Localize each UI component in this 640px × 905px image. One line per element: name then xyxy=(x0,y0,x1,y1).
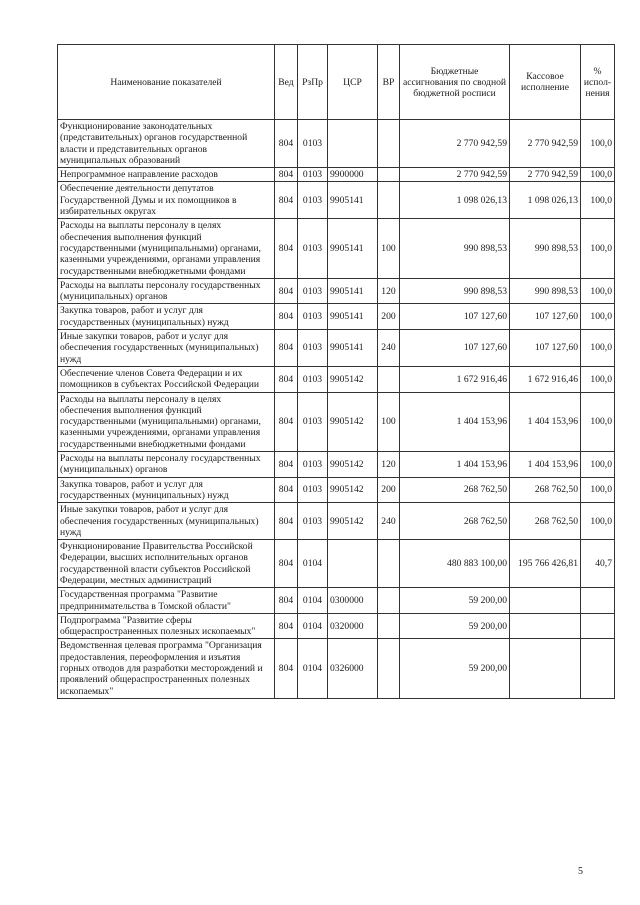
table-row xyxy=(58,168,615,182)
cell-budget: 2 770 942,59 xyxy=(400,120,510,168)
cell-budget: 1 404 153,96 xyxy=(400,392,510,451)
cell-ved: 804 xyxy=(275,452,298,478)
cell-budget: 59 200,00 xyxy=(400,588,510,614)
cell-percent: 100,0 xyxy=(581,477,615,503)
cell-cash: 195 766 426,81 xyxy=(510,540,581,588)
cell-budget: 1 098 026,13 xyxy=(400,182,510,219)
cell-percent xyxy=(581,613,615,639)
cell-cash: 990 898,53 xyxy=(510,278,581,304)
cell-rzpr: 0103 xyxy=(298,503,328,540)
cell-cash: 2 770 942,59 xyxy=(510,120,581,168)
cell-vr xyxy=(378,613,400,639)
cell-name: Расходы на выплаты персоналу государственных (муниципальных) органов xyxy=(58,452,275,478)
cell-vr xyxy=(378,639,400,698)
header-cash: Кассовое исполнение xyxy=(510,45,581,120)
cell-csr: 9905141 xyxy=(328,278,378,304)
cell-name: Подпрограмма "Развитие сферы общераспространенных полезных ископаемых" xyxy=(58,613,275,639)
header-budget: Бюджетные ассигнования по сводной бюджетной росписи xyxy=(400,45,510,120)
cell-percent: 100,0 xyxy=(581,392,615,451)
cell-vr xyxy=(378,588,400,614)
cell-name: Обеспечение деятельности депутатов Государственной Думы и их помощников в избирательных округах xyxy=(58,182,275,219)
cell-vr: 120 xyxy=(378,452,400,478)
cell-name: Ведомственная целевая программа "Организация предоставления, переоформления и изъятия горных отводов для разработки месторождений и проявлений общераспространенных полезных ископаемых" xyxy=(58,639,275,698)
cell-percent: 100,0 xyxy=(581,304,615,330)
table-row xyxy=(58,392,615,451)
page-number: 5 xyxy=(578,866,583,877)
cell-ved: 804 xyxy=(275,219,298,278)
cell-cash: 107 127,60 xyxy=(510,330,581,367)
cell-ved: 804 xyxy=(275,613,298,639)
cell-budget: 59 200,00 xyxy=(400,639,510,698)
cell-budget: 2 770 942,59 xyxy=(400,168,510,182)
table-row xyxy=(58,182,615,219)
cell-name: Расходы на выплаты персоналу в целях обеспечения выполнения функций государственными (муниципальными) органами, казенными учреждениями, органами управления государственными внебюджетными фондами xyxy=(58,219,275,278)
cell-rzpr: 0104 xyxy=(298,588,328,614)
cell-budget: 107 127,60 xyxy=(400,330,510,367)
cell-vr: 200 xyxy=(378,477,400,503)
cell-vr: 100 xyxy=(378,219,400,278)
cell-name: Расходы на выплаты персоналу в целях обеспечения выполнения функций государственными (муниципальными) органами, казенными учреждениями, органами управления государственными внебюджетными фондами xyxy=(58,392,275,451)
cell-percent: 100,0 xyxy=(581,330,615,367)
cell-percent: 100,0 xyxy=(581,168,615,182)
header-rzpr: РзПр xyxy=(298,45,328,120)
cell-percent xyxy=(581,639,615,698)
cell-vr xyxy=(378,182,400,219)
cell-cash: 1 404 153,96 xyxy=(510,452,581,478)
cell-ved: 804 xyxy=(275,168,298,182)
cell-name: Расходы на выплаты персоналу государственных (муниципальных) органов xyxy=(58,278,275,304)
table-row xyxy=(58,613,615,639)
cell-name: Закупка товаров, работ и услуг для государственных (муниципальных) нужд xyxy=(58,304,275,330)
cell-csr: 0320000 xyxy=(328,613,378,639)
cell-csr: 9905142 xyxy=(328,477,378,503)
cell-rzpr: 0103 xyxy=(298,366,328,392)
cell-csr: 0326000 xyxy=(328,639,378,698)
cell-csr xyxy=(328,540,378,588)
cell-rzpr: 0104 xyxy=(298,639,328,698)
table-row xyxy=(58,588,615,614)
cell-rzpr: 0104 xyxy=(298,613,328,639)
cell-rzpr: 0103 xyxy=(298,120,328,168)
cell-cash: 1 404 153,96 xyxy=(510,392,581,451)
cell-ved: 804 xyxy=(275,304,298,330)
table-row xyxy=(58,366,615,392)
header-percent: % испол-нения xyxy=(581,45,615,120)
cell-vr: 240 xyxy=(378,503,400,540)
cell-name: Функционирование Правительства Российской Федерации, высших исполнительных органов государственной власти субъектов Российской Федерации, местных администраций xyxy=(58,540,275,588)
cell-cash: 1 098 026,13 xyxy=(510,182,581,219)
cell-vr: 100 xyxy=(378,392,400,451)
cell-percent: 100,0 xyxy=(581,452,615,478)
cell-rzpr: 0103 xyxy=(298,304,328,330)
cell-csr: 9905142 xyxy=(328,366,378,392)
cell-rzpr: 0103 xyxy=(298,278,328,304)
cell-name: Непрограммное направление расходов xyxy=(58,168,275,182)
cell-rzpr: 0103 xyxy=(298,452,328,478)
cell-budget: 59 200,00 xyxy=(400,613,510,639)
cell-vr: 200 xyxy=(378,304,400,330)
cell-vr xyxy=(378,168,400,182)
cell-rzpr: 0104 xyxy=(298,540,328,588)
table-row xyxy=(58,278,615,304)
table-row xyxy=(58,639,615,698)
table-row xyxy=(58,330,615,367)
cell-rzpr: 0103 xyxy=(298,168,328,182)
cell-csr: 9905142 xyxy=(328,452,378,478)
cell-rzpr: 0103 xyxy=(298,477,328,503)
cell-cash: 268 762,50 xyxy=(510,503,581,540)
table-body xyxy=(58,120,615,699)
cell-rzpr: 0103 xyxy=(298,219,328,278)
cell-vr: 240 xyxy=(378,330,400,367)
cell-ved: 804 xyxy=(275,540,298,588)
cell-cash: 107 127,60 xyxy=(510,304,581,330)
cell-budget: 1 404 153,96 xyxy=(400,452,510,478)
cell-cash: 2 770 942,59 xyxy=(510,168,581,182)
cell-budget: 990 898,53 xyxy=(400,219,510,278)
table-row xyxy=(58,477,615,503)
table-row xyxy=(58,304,615,330)
cell-budget: 480 883 100,00 xyxy=(400,540,510,588)
cell-cash: 268 762,50 xyxy=(510,477,581,503)
cell-name: Государственная программа "Развитие предпринимательства в Томской области" xyxy=(58,588,275,614)
cell-csr: 9900000 xyxy=(328,168,378,182)
cell-percent: 100,0 xyxy=(581,278,615,304)
cell-rzpr: 0103 xyxy=(298,392,328,451)
cell-budget: 268 762,50 xyxy=(400,477,510,503)
cell-budget: 1 672 916,46 xyxy=(400,366,510,392)
cell-name: Иные закупки товаров, работ и услуг для обеспечения государственных (муниципальных) нужд xyxy=(58,330,275,367)
cell-vr xyxy=(378,540,400,588)
cell-ved: 804 xyxy=(275,477,298,503)
table-row xyxy=(58,120,615,168)
table-row xyxy=(58,540,615,588)
cell-vr: 120 xyxy=(378,278,400,304)
cell-cash xyxy=(510,588,581,614)
cell-percent: 100,0 xyxy=(581,120,615,168)
cell-ved: 804 xyxy=(275,366,298,392)
cell-percent xyxy=(581,588,615,614)
cell-cash xyxy=(510,639,581,698)
table-header-row xyxy=(58,45,615,120)
cell-name: Функционирование законодательных (представительных) органов государственной власти и представительных органов муниципальных образований xyxy=(58,120,275,168)
cell-csr xyxy=(328,120,378,168)
header-name: Наименование показателей xyxy=(58,45,275,120)
cell-csr: 9905141 xyxy=(328,330,378,367)
cell-csr: 9905142 xyxy=(328,503,378,540)
cell-ved: 804 xyxy=(275,588,298,614)
cell-csr: 9905142 xyxy=(328,392,378,451)
cell-budget: 990 898,53 xyxy=(400,278,510,304)
table-row xyxy=(58,452,615,478)
cell-percent: 100,0 xyxy=(581,182,615,219)
cell-percent: 100,0 xyxy=(581,366,615,392)
cell-csr: 9905141 xyxy=(328,219,378,278)
cell-cash: 990 898,53 xyxy=(510,219,581,278)
cell-ved: 804 xyxy=(275,182,298,219)
cell-budget: 107 127,60 xyxy=(400,304,510,330)
cell-ved: 804 xyxy=(275,330,298,367)
cell-name: Иные закупки товаров, работ и услуг для обеспечения государственных (муниципальных) нужд xyxy=(58,503,275,540)
header-vr: ВР xyxy=(378,45,400,120)
cell-percent: 100,0 xyxy=(581,503,615,540)
cell-ved: 804 xyxy=(275,392,298,451)
cell-csr: 0300000 xyxy=(328,588,378,614)
cell-csr: 9905141 xyxy=(328,304,378,330)
cell-rzpr: 0103 xyxy=(298,182,328,219)
cell-name: Обеспечение членов Совета Федерации и их помощников в субъектах Российской Федерации xyxy=(58,366,275,392)
cell-budget: 268 762,50 xyxy=(400,503,510,540)
budget-execution-table xyxy=(57,44,615,699)
header-csr: ЦСР xyxy=(328,45,378,120)
cell-vr xyxy=(378,120,400,168)
cell-vr xyxy=(378,366,400,392)
cell-percent: 100,0 xyxy=(581,219,615,278)
cell-cash xyxy=(510,613,581,639)
cell-ved: 804 xyxy=(275,503,298,540)
cell-rzpr: 0103 xyxy=(298,330,328,367)
cell-csr: 9905141 xyxy=(328,182,378,219)
cell-ved: 804 xyxy=(275,278,298,304)
table-row xyxy=(58,503,615,540)
cell-ved: 804 xyxy=(275,639,298,698)
table-row xyxy=(58,219,615,278)
cell-name: Закупка товаров, работ и услуг для государственных (муниципальных) нужд xyxy=(58,477,275,503)
cell-ved: 804 xyxy=(275,120,298,168)
cell-percent: 40,7 xyxy=(581,540,615,588)
cell-cash: 1 672 916,46 xyxy=(510,366,581,392)
header-ved: Вед xyxy=(275,45,298,120)
